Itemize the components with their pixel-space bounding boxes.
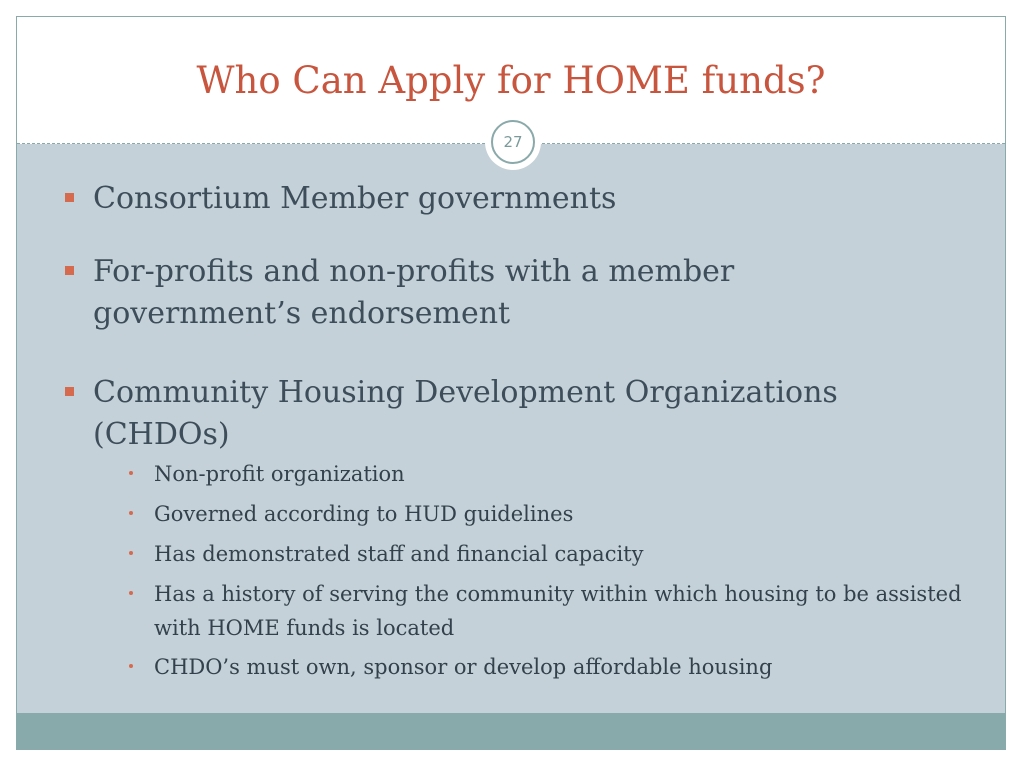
bullet-item [65,372,945,456]
sub-bullet-text: Has demonstrated staff and financial capacity [154,542,644,566]
bullet-item [65,178,945,220]
sub-bullet-text: Governed according to HUD guidelines [154,502,574,526]
round-bullet-icon [129,591,133,595]
round-bullet-icon [129,551,133,555]
sub-bullet-item [129,497,969,531]
slide-frame [16,16,1006,750]
content-area [17,144,1005,715]
slide-title: Who Can Apply for HOME funds? [196,59,826,102]
bullet-text: Community Housing Development Organizations (CHDOs) [93,375,838,452]
sub-bullet-item [129,537,969,571]
page-number-badge [485,114,541,170]
square-bullet-icon [65,266,74,275]
sub-bullet-item [129,650,969,684]
square-bullet-icon [65,387,74,396]
square-bullet-icon [65,193,74,202]
sub-bullet-text: CHDO’s must own, sponsor or develop affordable housing [154,655,773,679]
bullet-text: Consortium Member governments [93,181,617,216]
round-bullet-icon [129,471,133,475]
round-bullet-icon [129,511,133,515]
bullet-item [65,251,945,335]
footer-band [17,713,1005,749]
sub-bullet-item [129,577,969,645]
sub-bullet-text: Non-profit organization [154,462,405,486]
sub-bullet-item [129,457,969,491]
page-number: 27 [491,120,535,164]
bullet-text: For-profits and non-profits with a member government’s endorsement [93,254,735,331]
round-bullet-icon [129,664,133,668]
sub-bullet-text: Has a history of serving the community within which housing to be assisted with HOME funds is located [154,582,962,640]
